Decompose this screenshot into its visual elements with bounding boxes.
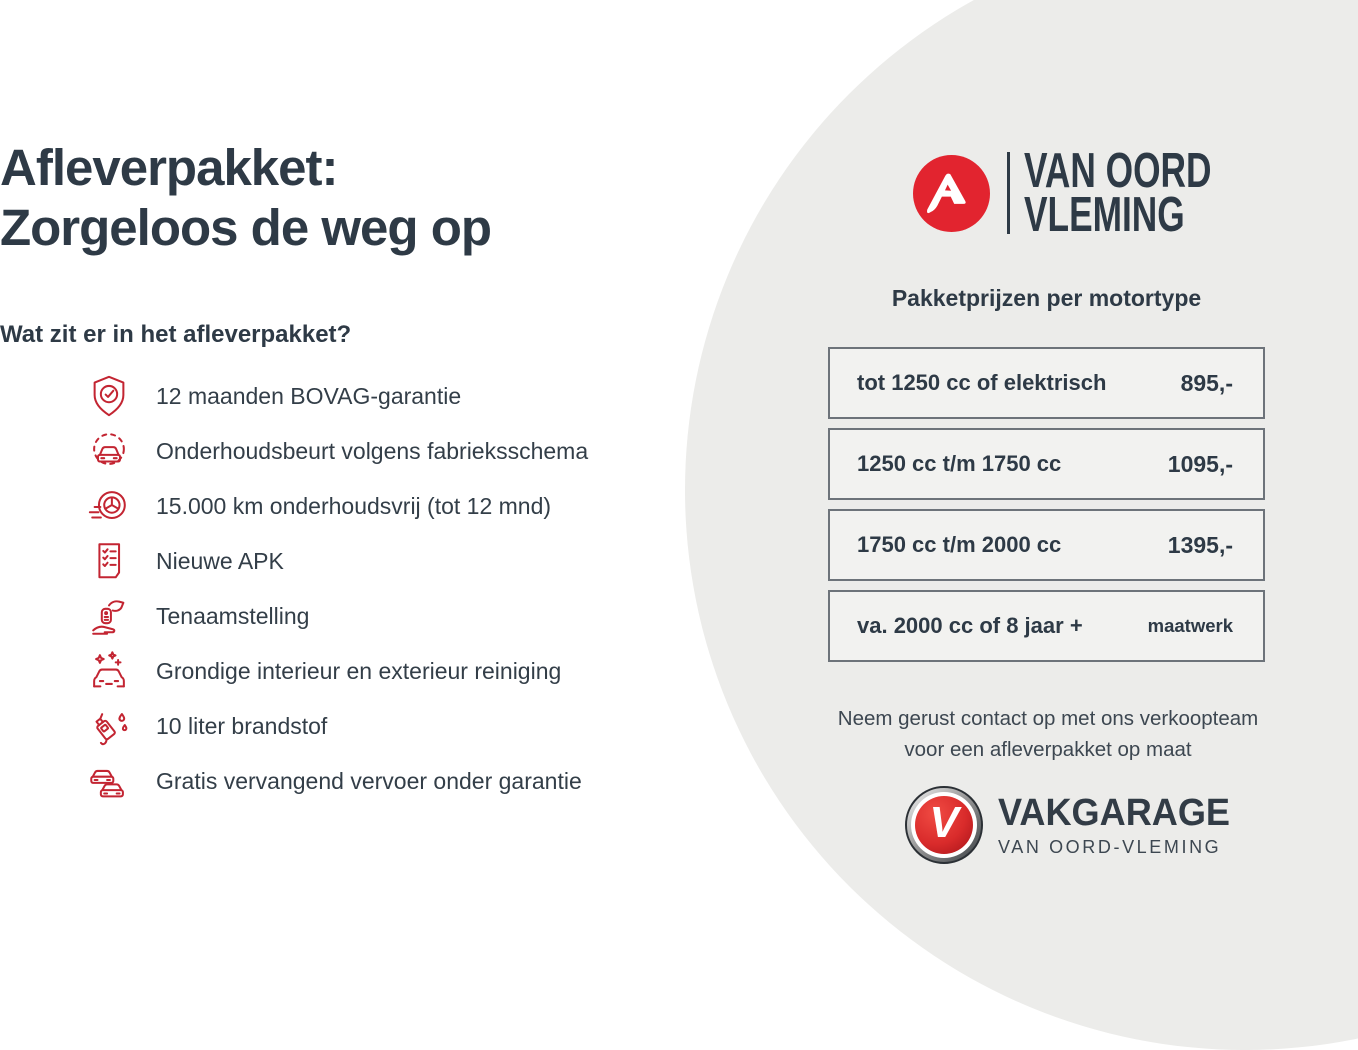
list-item xyxy=(86,703,588,749)
car-cleaning-icon xyxy=(86,648,132,694)
price-row xyxy=(828,509,1265,581)
price-row xyxy=(828,428,1265,500)
list-item xyxy=(86,428,588,474)
price-row xyxy=(828,590,1265,662)
list-item xyxy=(86,593,588,639)
badge-letter: V xyxy=(929,798,959,847)
price-row-value: 895,- xyxy=(1180,369,1233,396)
page-title-line2: Zorgeloos de weg op xyxy=(0,199,492,256)
list-item-label: Grondige interieur en exterieur reiniging xyxy=(156,657,562,684)
page-title xyxy=(0,138,560,258)
list-item xyxy=(86,483,588,529)
contact-note xyxy=(768,703,1328,765)
page-title-line1: Afleverpakket: xyxy=(0,139,338,196)
brand-divider xyxy=(1007,152,1010,234)
price-row-label: va. 2000 cc of 8 jaar + xyxy=(857,613,1083,638)
price-row xyxy=(828,347,1265,419)
page-subtitle: Wat zit er in het afleverpakket? xyxy=(0,321,352,348)
list-item-label: Nieuwe APK xyxy=(156,547,284,574)
footer-logo xyxy=(905,786,1242,864)
fuel-pump-icon xyxy=(86,703,132,749)
footer-logo-text xyxy=(998,792,1242,858)
list-item-label: Gratis vervangend vervoer onder garantie xyxy=(156,767,582,794)
list-item-label: 15.000 km onderhoudsvrij (tot 12 mnd) xyxy=(156,492,552,519)
footer-logo-name: VAKGARAGE xyxy=(998,792,1230,834)
brand-logo xyxy=(913,144,1284,242)
list-item-label: Onderhoudsbeurt volgens fabrieksschema xyxy=(156,437,589,464)
wheel-speed-icon xyxy=(86,483,132,529)
brand-a-glyph xyxy=(913,155,990,232)
footer-logo-subname: VAN OORD-VLEMING xyxy=(998,837,1222,857)
brand-a-icon xyxy=(913,155,990,232)
price-row-value: 1395,- xyxy=(1167,531,1233,558)
price-row-label: 1750 cc t/m 2000 cc xyxy=(857,532,1062,557)
checklist-icon xyxy=(86,538,132,584)
price-row-value: maatwerk xyxy=(1147,615,1233,636)
list-item-label: 10 liter brandstof xyxy=(156,712,328,739)
brand-name-line2: VLEMING xyxy=(1024,188,1185,242)
contact-note-line1: Neem gerust contact op met ons verkoopteam xyxy=(837,707,1259,730)
pricing-table xyxy=(828,347,1265,671)
price-row-label: tot 1250 cc of elektrisch xyxy=(857,370,1107,395)
list-item-label: Tenaamstelling xyxy=(156,602,310,629)
vakgarage-badge-icon xyxy=(905,786,983,864)
list-item xyxy=(86,538,588,584)
shield-check-icon xyxy=(86,373,132,419)
brand-name xyxy=(1024,144,1212,242)
price-row-label: 1250 cc t/m 1750 cc xyxy=(857,451,1062,476)
key-handover-icon xyxy=(86,593,132,639)
list-item xyxy=(86,373,588,419)
list-item xyxy=(86,758,588,804)
badge-red-circle xyxy=(915,796,973,854)
contact-note-line2: voor een afleverpakket op maat xyxy=(904,738,1192,761)
feature-list xyxy=(86,373,588,804)
list-item xyxy=(86,648,588,694)
replacement-car-icon xyxy=(86,758,132,804)
list-item-label: 12 maanden BOVAG-garantie xyxy=(156,382,462,409)
price-row-value: 1095,- xyxy=(1167,450,1233,477)
brand-name-line1: VAN OORD xyxy=(1024,144,1212,198)
gear-car-icon xyxy=(86,428,132,474)
pricing-heading: Pakketprijzen per motortype xyxy=(891,285,1202,311)
